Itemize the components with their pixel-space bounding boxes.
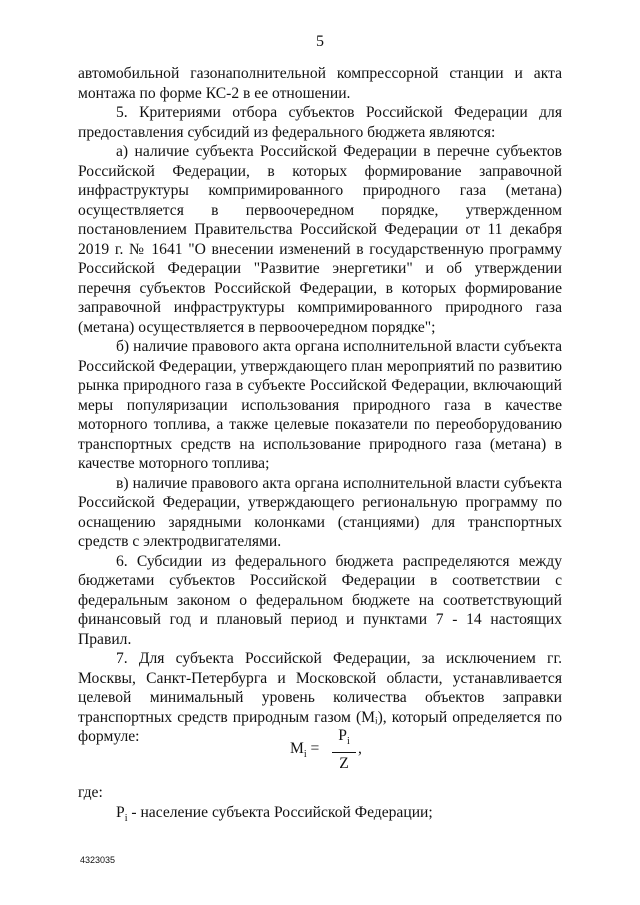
paragraph-1: автомобильной газонаполнительной компрессорной станции и акта монтажа по форме КС-2 в ее отношении. [78,65,562,102]
formula-lhs [290,740,319,760]
paragraph-7: 7. Для субъекта Российской Федерации, за исключением гг. Москвы, Санкт-Петербурга и Московской области, устанавливается целевой минимальный уровень количества объектов заправки транспортных средств природным газом (Mᵢ), который определяется по формуле: [78,650,562,745]
document-body [78,64,562,747]
formula-numerator-sub: i [346,736,350,748]
formula-fraction [330,726,358,773]
where-label: где: [78,784,103,801]
formula-lhs-sub: i [303,749,307,761]
formula [290,726,370,773]
formula-numerator-symbol: P [338,727,347,744]
definition-symbol-sub: i [124,813,128,825]
definition-symbol: P [116,804,125,821]
document-id: 4323035 [80,855,116,865]
definition-text: - население субъекта Российской Федерации; [127,804,433,821]
page-number: 5 [316,33,324,50]
definition-line [116,804,433,824]
formula-equals: = [306,740,320,757]
formula-numerator [330,726,358,751]
paragraph-3: а) наличие субъекта Российской Федерации в перечне субъектов Российской Федерации, в которых формирование заправочной инфраструктуры компримированного природного газа (метана) осуществляется в первоочередном порядке, утвержденном постановлением Правительства Российской Федерации от 11 декабря 2019 г. № 1641 "О внесении изменений в государственную программу Российской Федерации "Развитие энергетики" и об утверждении перечня субъектов Российской Федерации, в которых формирование заправочной инфраструктуры компримированного природного газа (метана) осуществляется в первоочередном порядке"; [78,143,562,336]
paragraph-4: б) наличие правового акта органа исполнительной власти субъекта Российской Федерации, утверждающего план мероприятий по развитию рынка природного газа в субъекте Российской Федерации, включающий меры популяризации использования природного газа в качестве моторного топлива, а также целевые показатели по переоборудованию транспортных средств на использование природного газа (метана) в качестве моторного топлива; [78,338,562,472]
paragraph-5: в) наличие правового акта органа исполнительной власти субъекта Российской Федерации, утверждающего региональную программу по оснащению зарядными колонками (станциями) для транспортных средств с электродвигателями. [78,474,562,550]
formula-denominator: Z [339,755,349,773]
formula-comma: , [358,740,362,757]
paragraph-2: 5. Критериями отбора субъектов Российской Федерации для предоставления субсидий из федерального бюджета являются: [78,104,562,141]
paragraph-6: 6. Субсидии из федерального бюджета распределяются между бюджетами субъектов Российской Федерации в соответствии с федеральным законом о федеральном бюджете на соответствующий финансовый год и плановый период и пунктами 7 - 14 настоящих Правил. [78,552,562,648]
formula-lhs-symbol: M [290,740,304,757]
fraction-bar [332,752,356,753]
